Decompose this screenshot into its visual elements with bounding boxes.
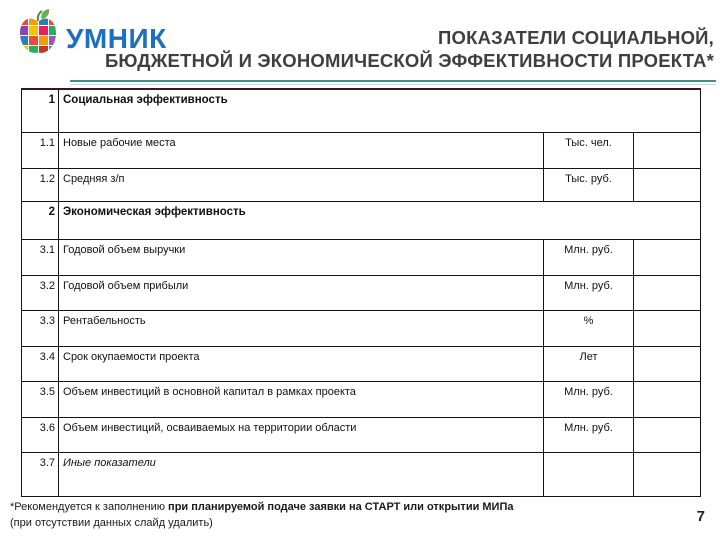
title-underline	[70, 80, 716, 82]
row-number: 1	[22, 89, 59, 132]
indicators-table	[21, 88, 701, 497]
value-cell	[634, 310, 701, 346]
footnote-line2: (при отсутствии данных слайд удалить)	[10, 516, 213, 529]
row-unit: Тыс. руб.	[544, 168, 634, 201]
page-title-line1: ПОКАЗАТЕЛИ СОЦИАЛЬНОЙ,	[438, 27, 714, 48]
value-cell	[634, 239, 701, 275]
value-cell	[634, 346, 701, 381]
footnote-prefix: *Рекомендуется к заполнению	[10, 501, 169, 513]
footnote	[10, 500, 514, 532]
row-number: 3.3	[22, 310, 59, 346]
table-row	[22, 346, 701, 381]
row-unit: Млн. руб.	[544, 417, 634, 452]
row-number: 3.6	[22, 417, 59, 452]
row-unit	[544, 452, 634, 496]
row-label: Иные показатели	[59, 452, 544, 496]
row-unit: Млн. руб.	[544, 381, 634, 417]
row-number: 1.1	[22, 132, 59, 168]
row-unit: Лет	[544, 346, 634, 381]
table-row	[22, 168, 701, 201]
page-title-line2: БЮДЖЕТНОЙ И ЭКОНОМИЧЕСКОЙ ЭФФЕКТИВНОСТИ ПРОЕКТА*	[104, 49, 714, 71]
row-label: Социальная эффективность	[59, 89, 701, 132]
row-unit: Млн. руб.	[544, 275, 634, 310]
table-row-section-1	[22, 89, 701, 132]
row-label: Новые рабочие места	[59, 132, 544, 168]
row-unit: Тыс. чел.	[544, 132, 634, 168]
value-cell	[634, 417, 701, 452]
row-number: 3.5	[22, 381, 59, 417]
logo-wordmark: УМНИК	[66, 22, 167, 54]
table-row	[22, 275, 701, 310]
footnote-line1	[10, 500, 514, 516]
row-label: Рентабельность	[59, 310, 544, 346]
page-title	[70, 27, 714, 72]
row-label: Годовой объем выручки	[59, 239, 544, 275]
table-row	[22, 132, 701, 168]
row-number: 3.7	[22, 452, 59, 496]
row-unit: Млн. руб.	[544, 239, 634, 275]
table-row-section-2	[22, 201, 701, 239]
row-number: 2	[22, 201, 59, 239]
row-label: Объем инвестиций, осваиваемых на территории области	[59, 417, 544, 452]
row-label: Объем инвестиций в основной капитал в рамках проекта	[59, 381, 544, 417]
table-row	[22, 417, 701, 452]
footnote-bold: при планируемой подаче заявки на СТАРТ или открытии МИПа	[168, 501, 514, 513]
page-number: 7	[696, 508, 705, 525]
apple-mosaic-icon	[16, 8, 60, 61]
title-underline-light	[70, 84, 716, 85]
row-number: 3.1	[22, 239, 59, 275]
value-cell	[634, 275, 701, 310]
row-number: 1.2	[22, 168, 59, 201]
row-unit: %	[544, 310, 634, 346]
value-cell	[634, 168, 701, 201]
row-label: Экономическая эффективность	[59, 201, 701, 239]
value-cell	[634, 452, 701, 496]
row-number: 3.4	[22, 346, 59, 381]
row-label: Годовой объем прибыли	[59, 275, 544, 310]
table-row	[22, 381, 701, 417]
table-row	[22, 239, 701, 275]
row-label: Срок окупаемости проекта	[59, 346, 544, 381]
row-label: Средняя з/п	[59, 168, 544, 201]
table-row	[22, 452, 701, 496]
row-number: 3.2	[22, 275, 59, 310]
table-row	[22, 310, 701, 346]
value-cell	[634, 132, 701, 168]
value-cell	[634, 381, 701, 417]
